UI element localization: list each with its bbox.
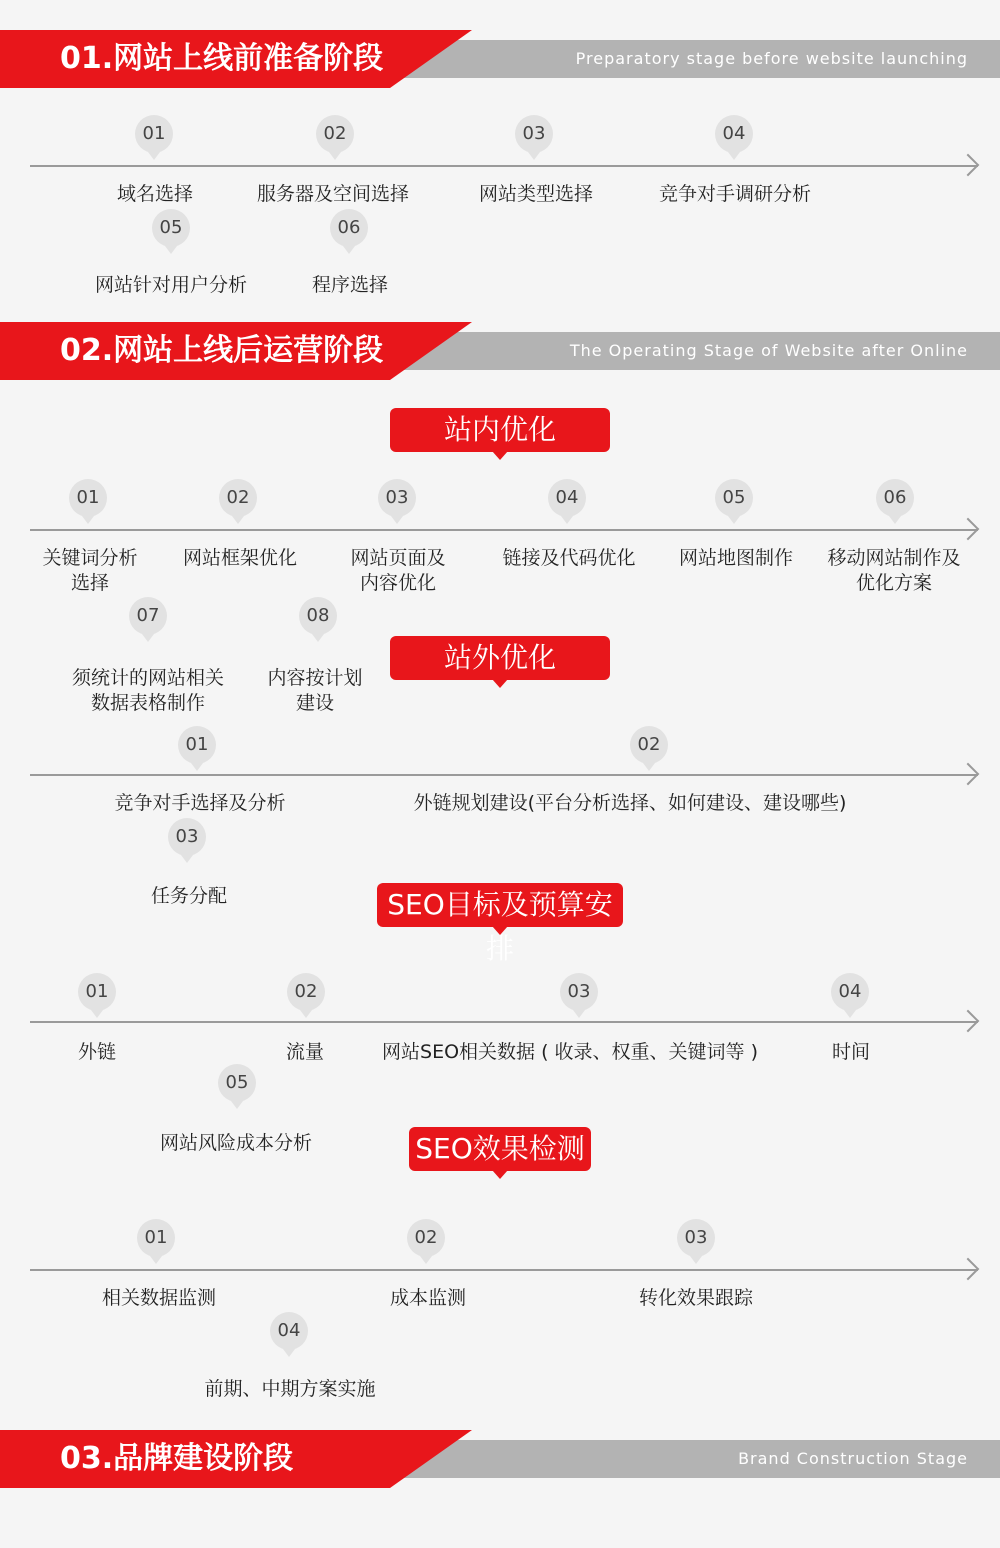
step-number: 03 xyxy=(560,973,598,1011)
arrow-right-icon xyxy=(957,1258,980,1281)
stage-banner-3 xyxy=(0,1430,1000,1488)
step-number: 02 xyxy=(316,115,354,153)
step-label: 关键词分析 选择 xyxy=(42,547,138,594)
step-label: 程序选择 xyxy=(311,274,388,296)
step-label: 网站页面及 内容优化 xyxy=(350,547,446,594)
step-label: 竞争对手调研分析 xyxy=(658,183,811,205)
step-label: 域名选择 xyxy=(116,183,193,205)
step-label: 网站风险成本分析 xyxy=(159,1132,312,1154)
timeline-line xyxy=(30,529,978,531)
timeline-line xyxy=(30,774,978,776)
step-number: 04 xyxy=(270,1312,308,1350)
step-label: 内容按计划 建设 xyxy=(267,667,363,714)
step-number: 01 xyxy=(69,479,107,517)
step-label: 转化效果跟踪 xyxy=(638,1287,753,1309)
section-heading-monitor: SEO效果检测 xyxy=(409,1127,591,1171)
step-number: 02 xyxy=(630,726,668,764)
step-number: 03 xyxy=(515,115,553,153)
step-number: 01 xyxy=(178,726,216,764)
step-label: 时间 xyxy=(831,1041,870,1063)
step-label: 移动网站制作及 优化方案 xyxy=(827,547,961,594)
arrow-right-icon xyxy=(957,154,980,177)
step-number: 04 xyxy=(831,973,869,1011)
step-number: 04 xyxy=(548,479,586,517)
step-number: 08 xyxy=(299,597,337,635)
section-heading-onsite: 站内优化 xyxy=(390,408,610,452)
step-label: 链接及代码优化 xyxy=(502,547,636,569)
step-label: 网站框架优化 xyxy=(182,547,297,569)
step-label: 网站SEO相关数据 ( 收录、权重、关键词等 ) xyxy=(382,1041,758,1063)
banner-title: 01.网站上线前准备阶段 xyxy=(60,41,384,76)
step-label: 网站类型选择 xyxy=(478,183,593,205)
stage-banner-2 xyxy=(0,322,1000,380)
step-label: 网站地图制作 xyxy=(678,547,793,569)
step-number: 02 xyxy=(287,973,325,1011)
section-heading-offsite: 站外优化 xyxy=(390,636,610,680)
step-number: 06 xyxy=(330,209,368,247)
step-number: 05 xyxy=(152,209,190,247)
banner-title: 03.品牌建设阶段 xyxy=(60,1441,294,1476)
section-heading-budget: SEO目标及预算安排 xyxy=(377,883,623,927)
step-number: 03 xyxy=(677,1219,715,1257)
banner-subtitle: Brand Construction Stage xyxy=(738,1449,968,1468)
step-label: 外链 xyxy=(77,1041,116,1063)
step-number: 06 xyxy=(876,479,914,517)
step-label: 前期、中期方案实施 xyxy=(204,1378,376,1400)
step-number: 01 xyxy=(135,115,173,153)
timeline-line xyxy=(30,165,978,167)
step-number: 04 xyxy=(715,115,753,153)
step-label: 成本监测 xyxy=(389,1287,466,1309)
step-number: 05 xyxy=(715,479,753,517)
step-label: 任务分配 xyxy=(150,885,227,907)
step-number: 01 xyxy=(137,1219,175,1257)
step-number: 03 xyxy=(378,479,416,517)
timeline-line xyxy=(30,1269,978,1271)
arrow-right-icon xyxy=(957,518,980,541)
step-label: 竞争对手选择及分析 xyxy=(114,792,286,814)
banner-title: 02.网站上线后运营阶段 xyxy=(60,333,384,368)
step-number: 05 xyxy=(218,1064,256,1102)
step-number: 03 xyxy=(168,818,206,856)
arrow-right-icon xyxy=(957,1010,980,1033)
step-label: 须统计的网站相关 数据表格制作 xyxy=(71,667,224,714)
stage-banner-1 xyxy=(0,30,1000,88)
step-label: 相关数据监测 xyxy=(101,1287,216,1309)
step-number: 01 xyxy=(78,973,116,1011)
step-label: 外链规划建设(平台分析选择、如何建设、建设哪些) xyxy=(413,792,847,814)
step-number: 07 xyxy=(129,597,167,635)
banner-subtitle: The Operating Stage of Website after Online xyxy=(569,341,968,360)
arrow-right-icon xyxy=(957,763,980,786)
step-label: 流量 xyxy=(285,1041,324,1063)
step-number: 02 xyxy=(219,479,257,517)
banner-subtitle: Preparatory stage before website launching xyxy=(575,49,968,68)
timeline-line xyxy=(30,1021,978,1023)
step-number: 02 xyxy=(407,1219,445,1257)
step-label: 网站针对用户分析 xyxy=(94,274,247,296)
step-label: 服务器及空间选择 xyxy=(256,183,409,205)
